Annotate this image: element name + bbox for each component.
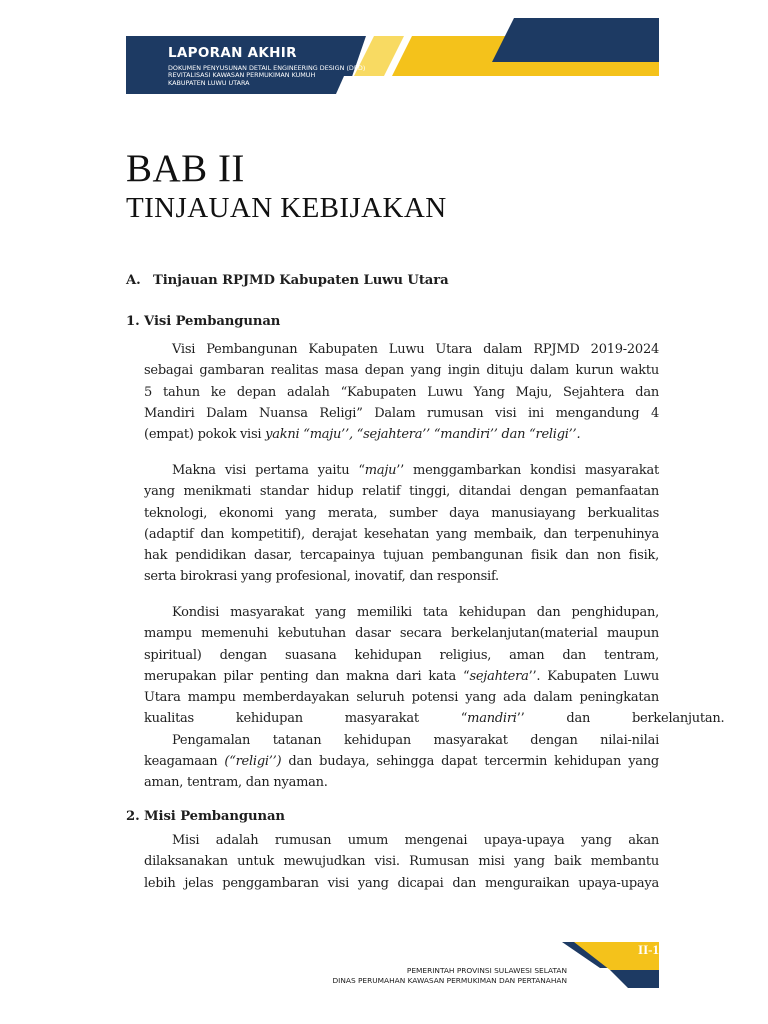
section-heading xyxy=(126,273,449,288)
report-subtitle-line: KABUPATEN LUWU UTARA xyxy=(168,78,250,87)
text-line xyxy=(144,666,659,687)
italic-text: maju xyxy=(364,463,397,478)
chapter-number: BAB II xyxy=(126,147,245,190)
text-span: merupakan pilar penting dan makna dari kata “ xyxy=(144,668,470,684)
text-line: dilaksanakan untuk mewujudkan visi. Rumusan misi yang baik membantu xyxy=(144,854,659,870)
report-header-banner xyxy=(126,18,659,94)
text-span: (empat) pokok visi xyxy=(144,427,266,443)
text-line: lebih jelas penggambaran visi yang dicapai dan menguraikan upaya-upaya xyxy=(144,875,659,891)
text-span: ’’. Kabupaten Luwu xyxy=(528,668,660,684)
text-line: Mandiri Dalam Nuansa Religi” Dalam rumusan visi ini mengandung 4 xyxy=(144,405,659,421)
italic-text: (“religi’’) xyxy=(224,754,282,770)
text-line: 5 tahun ke depan adalah “Kabupaten Luwu Yang Maju, Sejahtera dan xyxy=(144,384,659,400)
visi-paragraph-1 xyxy=(144,339,659,445)
text-span: dan budaya, sehingga dapat tercermin kehidupan yang xyxy=(281,754,659,770)
text-line xyxy=(144,708,725,729)
misi-paragraph xyxy=(144,830,659,894)
text-line xyxy=(144,339,659,360)
text-line: yang menikmati standar hidup relatif tinggi, ditandai dengan pemanfaatan xyxy=(144,484,659,500)
text-line: (adaptif dan kompetitif), derajat kesehatan yang membaik, dan terpenuhinya xyxy=(144,526,659,542)
report-subtitle-line: REVITALISASI KAWASAN PERMUKIMAN KUMUH xyxy=(168,71,316,80)
text-line: teknologi, ekonomi yang merata, sumber daya manusiayang berkualitas xyxy=(144,505,659,521)
footer-organization xyxy=(332,966,567,986)
chapter-title: TINJAUAN KEBIJAKAN xyxy=(126,192,447,224)
document-icon xyxy=(126,18,142,34)
text-span: Kondisi masyarakat yang memiliki tata kehidupan dan penghidupan, xyxy=(172,605,659,620)
visi-heading: 1. Visi Pembangunan xyxy=(126,314,281,329)
text-line: serta birokrasi yang profesional, inovatif, dan responsif. xyxy=(144,569,499,585)
page-footer xyxy=(310,938,659,988)
section-title: Tinjauan RPJMD Kabupaten Luwu Utara xyxy=(153,273,449,288)
text-span: keagamaan xyxy=(144,754,225,770)
text-line xyxy=(144,730,659,751)
page-number: II-1 xyxy=(638,942,659,957)
report-title: LAPORAN AKHIR xyxy=(168,45,297,61)
text-span: Visi Pembangunan Kabupaten Luwu Utara dalam RPJMD 2019-2024 xyxy=(172,342,659,357)
text-line xyxy=(144,602,659,623)
italic-text: mandiri xyxy=(467,711,517,727)
text-span: Pengamalan tatanan kehidupan masyarakat dengan nilai-nilai xyxy=(172,732,659,748)
text-line: aman, tentram, dan nyaman. xyxy=(144,775,328,791)
report-subtitle-line: DOKUMEN PENYUSUNAN DETAIL ENGINEERING DESIGN (DED) xyxy=(168,64,366,72)
text-line xyxy=(144,830,659,851)
section-letter: A. xyxy=(126,273,141,288)
text-line: Utara mampu memberdayakan seluruh potensi yang ada dalam peningkatan xyxy=(144,690,659,706)
report-subtitle xyxy=(168,65,365,87)
italic-text: sejahtera xyxy=(469,668,529,684)
text-line: hak pendidikan dasar, tercapainya tujuan pembangunan fisik dan non fisik, xyxy=(144,548,659,564)
text-line xyxy=(144,751,659,772)
footer-line: PEMERINTAH PROVINSI SULAWESI SELATAN xyxy=(406,966,567,975)
text-line: sebagai gambaran realitas masa depan yang ingin dituju dalam kurun waktu xyxy=(144,363,659,379)
visi-paragraph-3 xyxy=(144,602,725,794)
text-line xyxy=(144,460,659,481)
text-span: ’’ menggambarkan kondisi masyarakat xyxy=(396,463,660,478)
misi-heading: 2. Misi Pembangunan xyxy=(126,809,285,824)
text-line xyxy=(144,424,659,445)
text-span: Makna visi pertama yaitu “ xyxy=(172,463,365,478)
text-span: kualitas kehidupan masyarakat “ xyxy=(144,711,468,727)
italic-text: yakni “maju’’, “sejahtera’’ “mandiri’’ dan “religi’’. xyxy=(265,427,581,443)
text-line: spiritual) dengan suasana kehidupan religius, aman dan tentram, xyxy=(144,647,659,663)
visi-paragraph-2 xyxy=(144,460,659,588)
footer-line: DINAS PERUMAHAN KAWASAN PERMUKIMAN DAN PERTANAHAN xyxy=(332,976,567,985)
text-span: Misi adalah rumusan umum mengenai upaya-upaya yang akan xyxy=(172,833,659,848)
text-span: ’’ dan berkelanjutan. xyxy=(516,711,725,727)
text-line: mampu memenuhi kebutuhan dasar secara berkelanjutan(material maupun xyxy=(144,626,659,642)
